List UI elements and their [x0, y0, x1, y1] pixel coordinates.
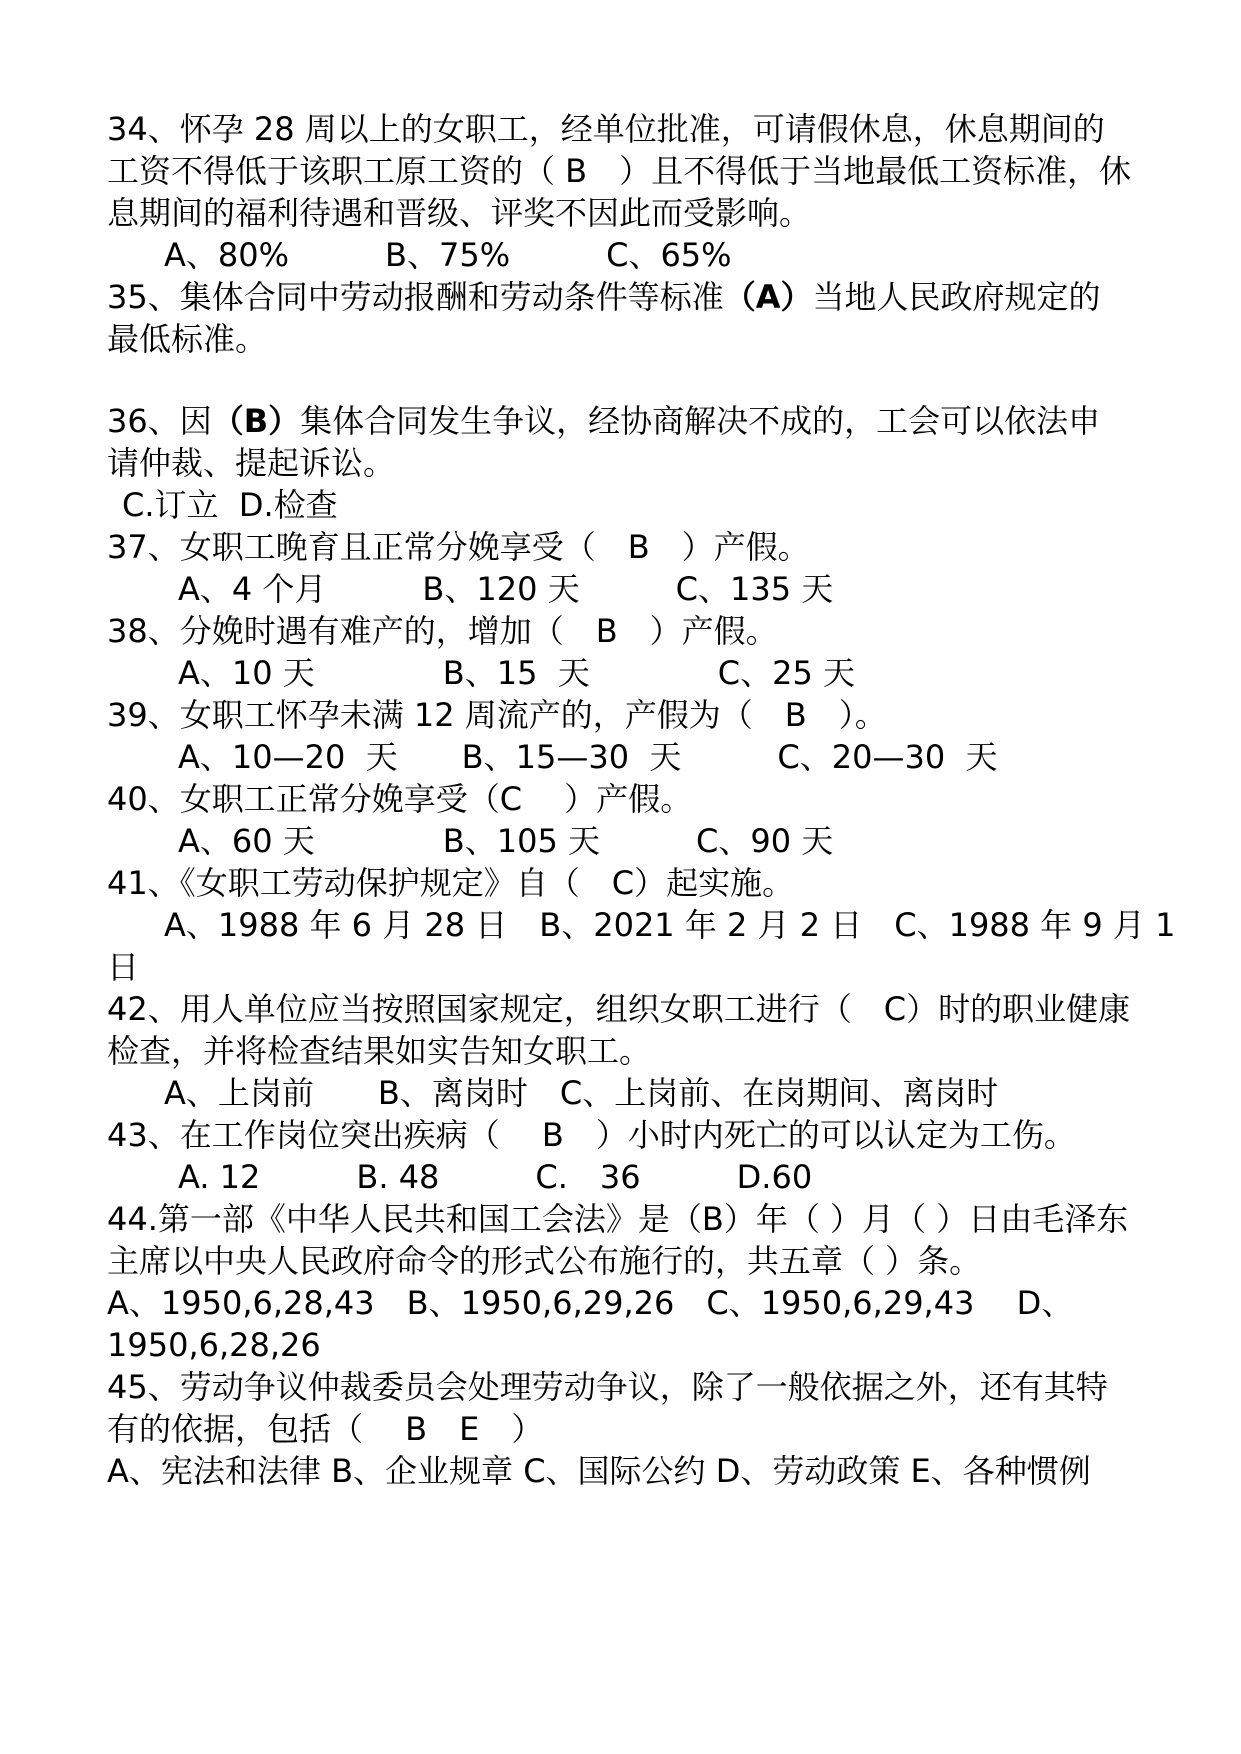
q35-stem-b: 当地人民政府规定的	[812, 278, 1101, 316]
q42-line-1: 42、用人单位应当按照国家规定，组织女职工进行（ C）时的职业健康	[107, 990, 1131, 1028]
q36-stem-a: 36、因	[107, 402, 212, 440]
q39-stem: 39、女职工怀孕未满 12 周流产的，产假为（ B ）。	[107, 696, 887, 734]
q34-options: A、80% B、75% C、65%	[164, 236, 732, 274]
q44-options-line-2: 1950,6,28,26	[107, 1326, 321, 1364]
q35-stem-a: 35、集体合同中劳动报酬和劳动条件等标准	[107, 278, 724, 316]
q34-line-2: 工资不得低于该职工原工资的（ B ）且不得低于当地最低工资标准，休	[107, 152, 1132, 190]
q38-options: A、10 天 B、15 天 C、25 天	[178, 654, 856, 692]
q38-stem: 38、分娩时遇有难产的，增加（ B ）产假。	[107, 612, 778, 650]
q36-answer: （B）	[211, 402, 301, 440]
q41-options-line-2: 日	[107, 948, 140, 986]
q36-options: C.订立 D.检查	[122, 486, 338, 524]
q43-stem: 43、在工作岗位突出疾病（ B ）小时内死亡的可以认定为工伤。	[107, 1116, 1076, 1154]
q45-line-2: 有的依据，包括（ B E ）	[107, 1410, 544, 1448]
q42-line-2: 检查，并将检查结果如实告知女职工。	[107, 1032, 652, 1070]
q44-line-2: 主席以中央人民政府命令的形式公布施行的，共五章（ ）条。	[107, 1242, 982, 1280]
q40-stem: 40、女职工正常分娩享受（C ）产假。	[107, 780, 693, 818]
q37-stem: 37、女职工晚育且正常分娩享受（ B ）产假。	[107, 528, 810, 566]
q41-stem: 41、《女职工劳动保护规定》自（ C）起实施。	[107, 864, 795, 902]
q44-options-line-1: A、1950,6,28,43 B、1950,6,29,26 C、1950,6,29,43 D、	[107, 1284, 1074, 1322]
q40-options: A、60 天 B、105 天 C、90 天	[178, 822, 834, 860]
q41-options-line-1: A、1988 年 6 月 28 日 B、2021 年 2 月 2 日 C、1988 年 9 月 1	[164, 906, 1176, 944]
q34-line-3: 息期间的福利待遇和晋级、评奖不因此而受影响。	[107, 194, 812, 232]
q37-options: A、4 个月 B、120 天 C、135 天	[178, 570, 834, 608]
q36-stem-b: 集体合同发生争议，经协商解决不成的，工会可以依法申	[300, 402, 1101, 440]
q43-options: A. 12 B. 48 C. 36 D.60	[178, 1158, 813, 1196]
q42-options: A、上岗前 B、离岗时 C、上岗前、在岗期间、离岗时	[164, 1074, 999, 1112]
q39-options: A、10—20 天 B、15—30 天 C、20—30 天	[178, 738, 998, 776]
q36-line-2: 请仲裁、提起诉讼。	[107, 444, 396, 482]
q44-line-1: 44.第一部《中华人民共和国工会法》是（B）年（ ）月（ ）日由毛泽东	[107, 1200, 1129, 1238]
q36-line-1	[107, 398, 1100, 444]
q35-line-1	[107, 274, 1101, 320]
q35-line-2: 最低标准。	[107, 320, 268, 358]
q45-line-1: 45、劳动争议仲裁委员会处理劳动争议，除了一般依据之外，还有其特	[107, 1368, 1108, 1406]
q34-line-1: 34、怀孕 28 周以上的女职工，经单位批准，可请假休息，休息期间的	[107, 110, 1105, 148]
q35-answer: （A）	[723, 278, 813, 316]
q45-options: A、宪法和法律 B、企业规章 C、国际公约 D、劳动政策 E、各种惯例	[107, 1452, 1091, 1490]
